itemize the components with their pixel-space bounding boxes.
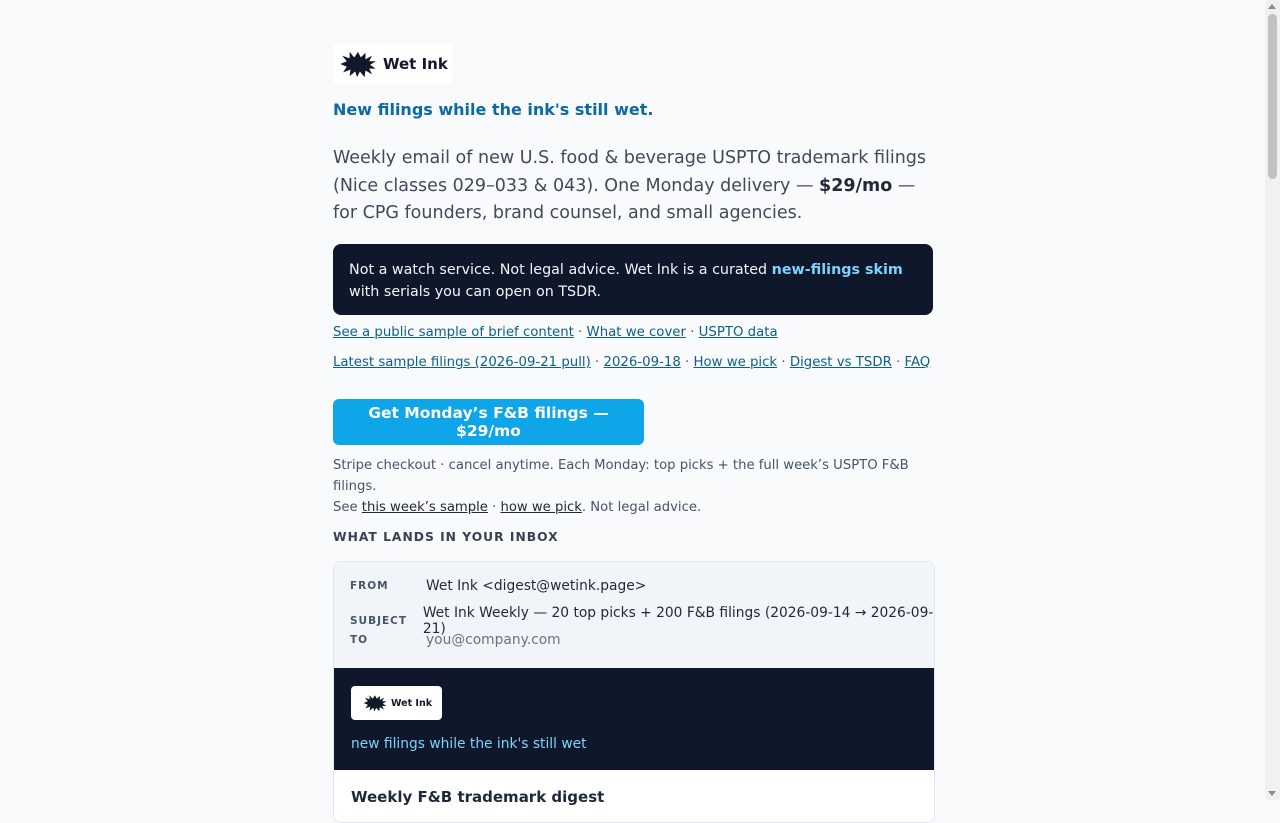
disclaimer-banner [333,244,933,315]
what-we-cover-link[interactable]: What we cover [586,325,686,340]
disclaimer-highlight: new-filings skim [771,262,903,278]
intro-text-1: Weekly email of new U.S. food & beverage USPTO trademark filings (Nice classes 029–033 & 043). One Monday delivery — [333,148,927,196]
subscribe-button[interactable]: Get Monday’s F&B filings — $29/mo [333,399,644,445]
to-value: you@company.com [426,632,561,648]
link-separator: · [487,500,501,515]
price-text: $29/mo [819,175,893,196]
uspto-data-link[interactable]: USPTO data [698,325,778,340]
email-to-row [350,632,561,648]
email-brand-name: Wet Ink [391,697,433,709]
link-separator: · [573,325,587,340]
ink-blot-icon [339,50,377,78]
how-we-pick-link[interactable]: How we pick [693,355,778,370]
link-separator: · [891,355,905,370]
intro-text-2: — for CPG founders, brand counsel, and small agencies. [333,175,916,223]
email-body [334,770,934,823]
from-value: Wet Ink <digest@wetink.page> [426,578,647,594]
brand-name: Wet Ink [383,55,448,73]
email-brand-logo [351,686,442,720]
email-header [334,562,934,668]
email-from-row [350,578,646,594]
fine-print-see: See [333,500,362,515]
page-scrollbar[interactable] [1265,0,1280,800]
ink-blot-icon [363,694,387,712]
digest-vs-tsdr-link[interactable]: Digest vs TSDR [789,355,892,370]
weekly-sample-link[interactable]: this week’s sample [361,500,488,515]
email-preview-card [333,561,935,823]
how-we-pick-inline-link[interactable]: how we pick [500,500,582,515]
digest-title: Weekly F&B trademark digest [351,788,605,806]
latest-sample-link[interactable]: Latest sample filings (2026-09-21 pull) [333,355,591,370]
link-separator: · [680,355,694,370]
link-separator: · [590,355,604,370]
fine-print-end: . Not legal advice. [581,500,702,515]
checkout-fine-print [333,455,933,518]
section-heading: WHAT LANDS IN YOUR INBOX [333,530,559,544]
email-brand-band [334,668,934,770]
to-label: TO [350,634,369,646]
resource-links-row-2 [333,355,930,370]
link-separator: · [777,355,790,370]
sample-brief-link[interactable]: See a public sample of brief content [333,325,574,340]
disclaimer-text-1: Not a watch service. Not legal advice. Wet Ink is a curated [349,262,772,278]
subject-label: SUBJECT [350,615,408,627]
faq-link[interactable]: FAQ [904,355,931,370]
scroll-up-arrow-icon[interactable] [1268,4,1276,9]
scroll-down-arrow-icon[interactable] [1268,791,1276,796]
disclaimer-text-2: with serials you can open on TSDR. [349,284,602,300]
tagline: New filings while the ink's still wet. [333,100,654,119]
subject-value: Wet Ink Weekly — 20 top picks + 200 F&B filings (2026-09-14 → 2026-09-21) [422,605,934,637]
date-link[interactable]: 2026-09-18 [603,355,681,370]
email-tagline: new filings while the ink's still wet [351,736,587,752]
resource-links-row-1 [333,325,778,340]
link-separator: · [685,325,699,340]
from-label: FROM [350,580,389,592]
brand-logo[interactable] [333,44,452,84]
scrollbar-thumb[interactable] [1268,14,1277,179]
fine-print-line-1: Stripe checkout · cancel anytime. Each Monday: top picks + the full week’s USPTO F&B filings. [333,458,909,494]
intro-paragraph [333,145,938,228]
